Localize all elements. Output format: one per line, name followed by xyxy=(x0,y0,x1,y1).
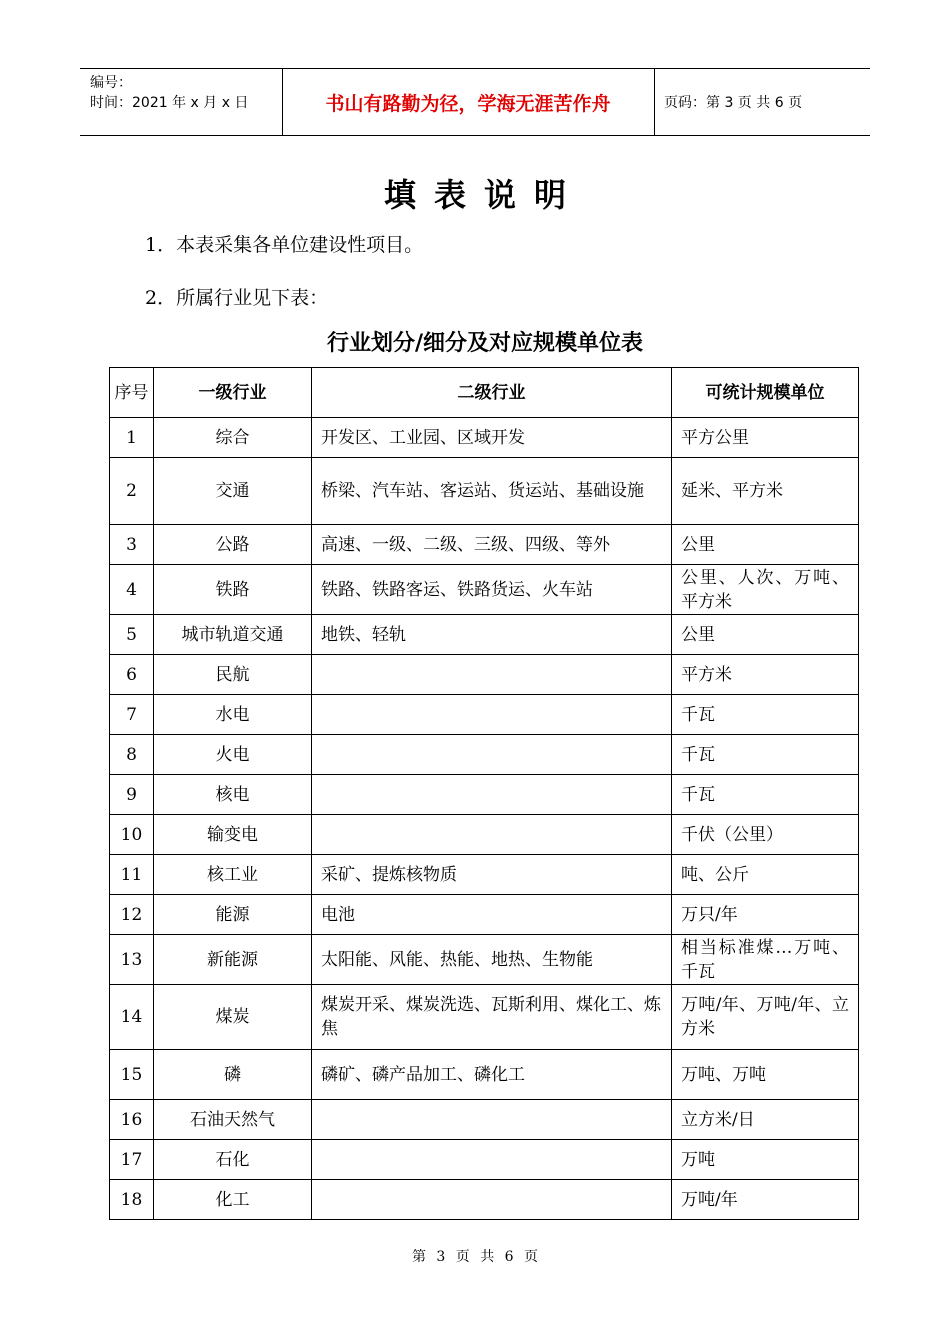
table-row xyxy=(110,815,859,855)
row-level2 xyxy=(312,735,672,775)
row-level1: 交通 xyxy=(154,458,312,525)
row-number: 1 xyxy=(110,418,154,458)
row-level2: 地铁、轻轨 xyxy=(312,615,672,655)
table-row xyxy=(110,458,859,525)
row-level2: 磷矿、磷产品加工、磷化工 xyxy=(312,1050,672,1100)
row-unit: 万吨 xyxy=(672,1140,859,1180)
row-number: 6 xyxy=(110,655,154,695)
table-row xyxy=(110,855,859,895)
row-unit: 万吨/年 xyxy=(672,1180,859,1220)
table-row xyxy=(110,695,859,735)
row-level1: 煤炭 xyxy=(154,985,312,1050)
row-unit: 相当标准煤…万吨、千瓦 xyxy=(672,935,859,985)
header-divider xyxy=(654,69,655,135)
row-unit: 千瓦 xyxy=(672,695,859,735)
table-row xyxy=(110,565,859,615)
table-row xyxy=(110,935,859,985)
table-row xyxy=(110,1100,859,1140)
table-header-row xyxy=(110,368,859,418)
row-unit: 吨、公斤 xyxy=(672,855,859,895)
row-number: 15 xyxy=(110,1050,154,1100)
row-level2: 太阳能、风能、热能、地热、生物能 xyxy=(312,935,672,985)
industry-table xyxy=(109,367,859,1220)
row-unit: 千伏（公里） xyxy=(672,815,859,855)
instruction-item-1: 1．本表采集各单位建设性项目。 xyxy=(145,234,424,256)
row-level1: 公路 xyxy=(154,525,312,565)
row-level1: 水电 xyxy=(154,695,312,735)
row-level1: 火电 xyxy=(154,735,312,775)
table-row xyxy=(110,1140,859,1180)
row-level1: 核电 xyxy=(154,775,312,815)
table-row xyxy=(110,985,859,1050)
row-level1: 城市轨道交通 xyxy=(154,615,312,655)
row-level2 xyxy=(312,1100,672,1140)
header-meta xyxy=(90,73,248,113)
page-header xyxy=(80,68,870,136)
header-motto: 书山有路勤为径，学海无涯苦作舟 xyxy=(325,92,611,115)
row-number: 14 xyxy=(110,985,154,1050)
table-row xyxy=(110,735,859,775)
row-level1: 核工业 xyxy=(154,855,312,895)
table-row xyxy=(110,525,859,565)
row-level1: 能源 xyxy=(154,895,312,935)
table-row xyxy=(110,615,859,655)
table-title: 行业划分/细分及对应规模单位表 xyxy=(326,331,644,356)
row-number: 13 xyxy=(110,935,154,985)
row-level2: 高速、一级、二级、三级、四级、等外 xyxy=(312,525,672,565)
row-unit: 平方米 xyxy=(672,655,859,695)
table-row xyxy=(110,895,859,935)
row-unit: 万吨/年、万吨/年、立方米 xyxy=(672,985,859,1050)
header-level2: 二级行业 xyxy=(312,368,672,418)
row-unit: 公里、人次、万吨、平方米 xyxy=(672,565,859,615)
number-label: 编号： xyxy=(90,75,132,91)
row-level1: 铁路 xyxy=(154,565,312,615)
row-number: 7 xyxy=(110,695,154,735)
page-footer: 第 3 页 共 6 页 xyxy=(411,1249,539,1265)
page-title: 填表说明 xyxy=(383,176,584,214)
row-level2 xyxy=(312,695,672,735)
row-number: 4 xyxy=(110,565,154,615)
row-number: 10 xyxy=(110,815,154,855)
row-unit: 万吨、万吨 xyxy=(672,1050,859,1100)
row-level1: 综合 xyxy=(154,418,312,458)
row-unit: 千瓦 xyxy=(672,775,859,815)
row-level1: 磷 xyxy=(154,1050,312,1100)
row-level2 xyxy=(312,815,672,855)
table-body xyxy=(110,418,859,1220)
row-level2: 桥梁、汽车站、客运站、货运站、基础设施 xyxy=(312,458,672,525)
row-unit: 平方公里 xyxy=(672,418,859,458)
header-page-info: 页码：第 3 页 共 6 页 xyxy=(664,95,803,111)
row-level1: 化工 xyxy=(154,1180,312,1220)
table-row xyxy=(110,418,859,458)
row-unit: 立方米/日 xyxy=(672,1100,859,1140)
row-number: 3 xyxy=(110,525,154,565)
row-level1: 民航 xyxy=(154,655,312,695)
header-no: 序号 xyxy=(110,368,154,418)
row-level1: 新能源 xyxy=(154,935,312,985)
row-number: 11 xyxy=(110,855,154,895)
row-unit: 延米、平方米 xyxy=(672,458,859,525)
row-unit: 万只/年 xyxy=(672,895,859,935)
table-row xyxy=(110,1180,859,1220)
row-level1: 石化 xyxy=(154,1140,312,1180)
row-number: 16 xyxy=(110,1100,154,1140)
time-label: 时间：2021 年 x 月 x 日 xyxy=(90,95,249,111)
table-row xyxy=(110,655,859,695)
header-unit: 可统计规模单位 xyxy=(672,368,859,418)
table-row xyxy=(110,1050,859,1100)
row-level1: 输变电 xyxy=(154,815,312,855)
table-row xyxy=(110,775,859,815)
row-level2 xyxy=(312,1140,672,1180)
row-level2: 铁路、铁路客运、铁路货运、火车站 xyxy=(312,565,672,615)
header-level1: 一级行业 xyxy=(154,368,312,418)
instruction-item-2: 2．所属行业见下表： xyxy=(145,287,329,309)
row-number: 5 xyxy=(110,615,154,655)
row-level1: 石油天然气 xyxy=(154,1100,312,1140)
row-level2 xyxy=(312,775,672,815)
row-number: 9 xyxy=(110,775,154,815)
row-level2 xyxy=(312,655,672,695)
row-number: 12 xyxy=(110,895,154,935)
row-number: 18 xyxy=(110,1180,154,1220)
row-level2: 开发区、工业园、区域开发 xyxy=(312,418,672,458)
row-number: 8 xyxy=(110,735,154,775)
row-unit: 公里 xyxy=(672,525,859,565)
row-number: 17 xyxy=(110,1140,154,1180)
row-level2: 采矿、提炼核物质 xyxy=(312,855,672,895)
row-unit: 公里 xyxy=(672,615,859,655)
row-unit: 千瓦 xyxy=(672,735,859,775)
row-level2 xyxy=(312,1180,672,1220)
row-number: 2 xyxy=(110,458,154,525)
row-level2: 煤炭开采、煤炭洗选、瓦斯利用、煤化工、炼焦 xyxy=(312,985,672,1050)
row-level2: 电池 xyxy=(312,895,672,935)
